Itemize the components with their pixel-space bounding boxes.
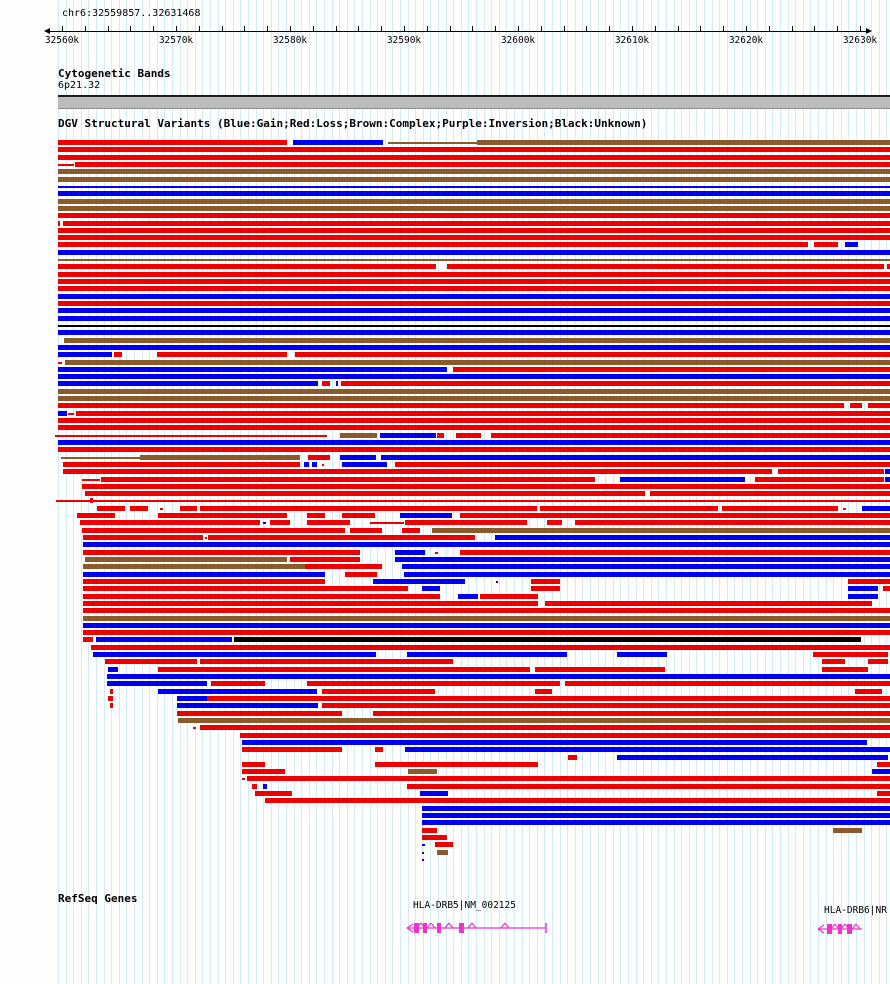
variant-bar[interactable] (308, 455, 330, 460)
variant-bar[interactable] (58, 362, 62, 364)
variant-bar[interactable] (822, 659, 845, 664)
variant-bar[interactable] (83, 572, 325, 577)
variant-bar[interactable] (58, 147, 890, 152)
gene-label: HLA-DRB5|NM_002125 (413, 900, 516, 911)
ruler-tick (541, 26, 542, 31)
variant-bar[interactable] (435, 552, 438, 554)
variant-bar[interactable] (63, 462, 300, 467)
variant-bar[interactable] (58, 316, 890, 321)
variant-bar[interactable] (130, 506, 148, 511)
ruler-tick (723, 26, 724, 31)
ruler-tick (792, 26, 793, 31)
variant-bar[interactable] (108, 667, 118, 672)
variant-bar[interactable] (848, 579, 890, 584)
ruler-tick (472, 26, 473, 31)
ruler-tick-label: 32610k (614, 35, 650, 46)
variant-bar[interactable] (252, 784, 257, 789)
variant-bar[interactable] (108, 696, 113, 701)
variant-bar[interactable] (83, 550, 360, 555)
ruler-right-arrow-icon (866, 28, 872, 34)
variant-bar[interactable] (58, 155, 890, 160)
variant-bar[interactable] (58, 425, 890, 430)
variant-bar[interactable] (58, 242, 808, 247)
ruler-tick (518, 26, 519, 31)
ruler-tick-label: 32580k (272, 35, 308, 46)
variant-bar[interactable] (61, 457, 140, 459)
variant-bar[interactable] (885, 477, 890, 482)
variant-bar[interactable] (58, 206, 890, 211)
variant-bar[interactable] (157, 352, 287, 357)
variant-bar[interactable] (58, 403, 844, 408)
variant-bar[interactable] (83, 630, 890, 635)
variant-bar[interactable] (110, 689, 113, 694)
ruler-tick (655, 26, 656, 31)
variant-bar[interactable] (535, 689, 552, 694)
variant-bar[interactable] (58, 164, 74, 166)
variant-bar[interactable] (158, 667, 530, 672)
variant-bar[interactable] (395, 462, 890, 467)
variant-bar[interactable] (58, 191, 890, 196)
variant-bar[interactable] (350, 528, 382, 533)
variant-bar[interactable] (107, 681, 207, 686)
variant-bar[interactable] (395, 557, 890, 562)
variant-bar[interactable] (58, 381, 318, 386)
variant-bar[interactable] (200, 725, 890, 730)
variant-bar[interactable] (242, 740, 867, 745)
variant-bar[interactable] (868, 403, 890, 408)
variant-bar[interactable] (305, 564, 382, 569)
variant-bar[interactable] (63, 469, 772, 474)
variant-bar[interactable] (850, 403, 862, 408)
variant-bar[interactable] (650, 491, 890, 496)
variant-bar[interactable] (312, 462, 317, 467)
variant-bar[interactable] (180, 506, 197, 511)
cytobands-track-title: Cytogenetic Bands (58, 67, 171, 80)
variant-bar[interactable] (722, 506, 838, 511)
variant-bar[interactable] (158, 689, 317, 694)
variant-bar[interactable] (322, 703, 890, 708)
variant-bar[interactable] (82, 484, 890, 489)
variant-bar[interactable] (56, 500, 890, 502)
variant-bar[interactable] (545, 601, 872, 606)
variant-bar[interactable] (833, 828, 862, 833)
dgv-track-title: DGV Structural Variants (Blue:Gain;Red:Loss;Brown:Complex;Purple:Inversion;Black:Unknown) (58, 117, 648, 130)
variant-bar[interactable] (63, 221, 890, 226)
ruler-tick (290, 26, 291, 31)
variant-bar[interactable] (480, 594, 538, 599)
variant-bar[interactable] (575, 520, 890, 525)
variant-bar[interactable] (822, 667, 868, 672)
variant-bar[interactable] (200, 659, 453, 664)
variant-bar[interactable] (247, 776, 890, 781)
gene-glyph[interactable] (818, 905, 887, 934)
variant-bar[interactable] (58, 235, 890, 240)
variant-bar[interactable] (336, 381, 338, 386)
variant-bar[interactable] (375, 747, 383, 752)
ruler-tick (267, 26, 268, 31)
variant-bar[interactable] (877, 791, 890, 796)
ruler-tick (814, 26, 815, 31)
variant-bar[interactable] (234, 637, 861, 642)
variant-bar[interactable] (370, 522, 404, 524)
variant-bar[interactable] (55, 435, 327, 437)
variant-bar[interactable] (114, 352, 122, 357)
variant-bar[interactable] (340, 433, 377, 438)
variant-bar[interactable] (207, 696, 890, 701)
refseq-track-title: RefSeq Genes (58, 892, 138, 905)
variant-bar[interactable] (491, 433, 890, 438)
variant-bar[interactable] (885, 469, 890, 474)
variant-bar[interactable] (437, 850, 448, 855)
variant-bar[interactable] (813, 652, 888, 657)
ruler-tick (381, 26, 382, 31)
variant-bar[interactable] (422, 586, 440, 591)
variant-bar[interactable] (404, 572, 890, 577)
variant-bar[interactable] (58, 411, 67, 416)
ruler-tick (586, 26, 587, 31)
variant-bar[interactable] (83, 586, 408, 591)
ruler-tick-label: 32600k (500, 35, 536, 46)
variant-bar[interactable] (405, 747, 890, 752)
variant-bar[interactable] (83, 608, 890, 613)
variant-bar[interactable] (85, 557, 287, 562)
variant-bar[interactable] (814, 242, 838, 247)
ruler-tick (130, 26, 131, 31)
ruler-tick (564, 26, 565, 31)
variant-bar[interactable] (293, 140, 383, 145)
variant-bar[interactable] (58, 221, 60, 226)
variant-bar[interactable] (531, 579, 560, 584)
variant-bar[interactable] (447, 264, 884, 269)
variant-bar[interactable] (307, 520, 350, 525)
ruler-baseline (50, 31, 866, 32)
variant-bar[interactable] (420, 791, 448, 796)
ruler-tick (313, 26, 314, 31)
variant-bar[interactable] (373, 579, 465, 584)
variant-bar[interactable] (200, 506, 537, 511)
variant-bar[interactable] (177, 703, 318, 708)
ruler-tick (495, 26, 496, 31)
variant-bar[interactable] (568, 755, 577, 760)
variant-bar[interactable] (58, 367, 447, 372)
ruler-tick (700, 26, 701, 31)
variant-bar[interactable] (381, 455, 890, 460)
region-coordinates-label: chr6:32559857..32631468 (62, 8, 201, 19)
variant-bar[interactable] (617, 755, 888, 760)
variant-bar[interactable] (58, 301, 890, 306)
variant-bar[interactable] (295, 352, 890, 357)
variant-bar[interactable] (845, 242, 858, 247)
variant-bar[interactable] (263, 522, 266, 524)
variant-bar[interactable] (83, 579, 325, 584)
variant-bar[interactable] (290, 557, 360, 562)
variant-bar[interactable] (848, 586, 878, 591)
ruler-tick (153, 26, 154, 31)
variant-bar[interactable] (83, 542, 890, 547)
variant-bar[interactable] (422, 859, 424, 861)
variant-bar[interactable] (208, 535, 475, 540)
variant-bar[interactable] (160, 508, 163, 510)
variant-bar[interactable] (193, 727, 196, 729)
ruler-tick (358, 26, 359, 31)
ruler-tick-label: 32570k (158, 35, 194, 46)
variant-bar[interactable] (58, 374, 890, 379)
variant-bar[interactable] (177, 696, 207, 701)
variant-bar[interactable] (868, 659, 888, 664)
variant-bar[interactable] (877, 762, 890, 767)
variant-bar[interactable] (58, 396, 890, 401)
variant-bar[interactable] (58, 272, 890, 277)
variant-bar[interactable] (101, 477, 595, 482)
variant-bar[interactable] (755, 477, 884, 482)
variant-bar[interactable] (405, 520, 527, 525)
variant-bar[interactable] (242, 762, 265, 767)
variant-bar[interactable] (58, 418, 890, 423)
variant-bar[interactable] (345, 572, 377, 577)
variant-bar[interactable] (460, 513, 890, 518)
variant-bar[interactable] (178, 718, 890, 723)
variant-bar[interactable] (58, 259, 890, 261)
variant-bar[interactable] (58, 140, 287, 145)
variant-bar[interactable] (58, 213, 890, 218)
variant-bar[interactable] (158, 513, 287, 518)
variant-bar[interactable] (453, 367, 890, 372)
variant-bar[interactable] (843, 508, 846, 510)
variant-bar[interactable] (110, 703, 113, 708)
variant-bar[interactable] (304, 462, 309, 467)
variant-bar[interactable] (375, 762, 538, 767)
variant-bar[interactable] (265, 798, 890, 803)
variant-bar[interactable] (58, 447, 890, 452)
ruler-tick (244, 26, 245, 31)
variant-bar[interactable] (211, 681, 265, 686)
ruler-tick (199, 26, 200, 31)
variant-bar[interactable] (58, 228, 890, 233)
variant-bar[interactable] (58, 352, 112, 357)
ruler-left-arrow-icon (44, 28, 50, 34)
variant-bar[interactable] (422, 828, 437, 833)
variant-bar[interactable] (322, 689, 435, 694)
ruler-tick (746, 26, 747, 31)
ruler-tick-label: 32630k (842, 35, 878, 46)
variant-bar[interactable] (407, 784, 890, 789)
ruler-tick (427, 26, 428, 31)
variant-bar[interactable] (388, 142, 477, 144)
ruler-tick (609, 26, 610, 31)
ruler-tick (860, 26, 861, 31)
ruler-tick-label: 32590k (386, 35, 422, 46)
variant-bar[interactable] (240, 733, 890, 738)
variant-bar[interactable] (58, 264, 436, 269)
variant-bar[interactable] (58, 199, 890, 204)
ruler-tick (62, 26, 63, 31)
variant-bar[interactable] (422, 813, 890, 818)
variant-bar[interactable] (83, 616, 890, 621)
variant-bar[interactable] (82, 528, 345, 533)
variant-bar[interactable] (496, 581, 498, 583)
variant-bar[interactable] (540, 506, 718, 511)
ruler-tick (176, 26, 177, 31)
ruler-tick (336, 26, 337, 31)
variant-bar[interactable] (75, 162, 890, 167)
variant-bar[interactable] (242, 769, 285, 774)
variant-bar[interactable] (565, 681, 890, 686)
ruler-tick (450, 26, 451, 31)
variant-bar[interactable] (96, 637, 232, 642)
cytoband-bar[interactable] (58, 95, 890, 109)
variant-bar[interactable] (862, 506, 890, 511)
variant-bar[interactable] (58, 345, 890, 350)
variant-bar[interactable] (58, 186, 890, 188)
ruler-tick (404, 26, 405, 31)
variant-bar[interactable] (535, 667, 665, 672)
ruler-tick-label: 32620k (728, 35, 764, 46)
variant-bar[interactable] (83, 564, 305, 569)
variant-bar[interactable] (177, 711, 342, 716)
variant-bar[interactable] (58, 177, 890, 182)
ruler-tick (85, 26, 86, 31)
ruler-tick (108, 26, 109, 31)
variant-bar[interactable] (855, 689, 882, 694)
variant-bar[interactable] (58, 308, 890, 313)
variant-bar[interactable] (90, 498, 93, 503)
ruler-tick (678, 26, 679, 31)
variant-bar[interactable] (402, 528, 420, 533)
variant-bar[interactable] (93, 652, 376, 657)
variant-bar[interactable] (848, 594, 878, 599)
variant-bar[interactable] (458, 594, 478, 599)
variant-bar[interactable] (83, 623, 890, 628)
variant-bar[interactable] (76, 411, 890, 416)
variant-bar[interactable] (422, 820, 890, 825)
variant-bar[interactable] (97, 506, 125, 511)
variant-bar[interactable] (380, 433, 436, 438)
variant-bar[interactable] (242, 747, 342, 752)
variant-bar[interactable] (778, 469, 884, 474)
variant-bar[interactable] (422, 806, 890, 811)
variant-bar[interactable] (620, 477, 745, 482)
ruler-tick (222, 26, 223, 31)
variant-bar[interactable] (205, 537, 207, 539)
variant-bar[interactable] (58, 330, 890, 335)
variant-bar[interactable] (107, 674, 890, 679)
variant-bar[interactable] (58, 294, 890, 299)
variant-bar[interactable] (883, 586, 890, 591)
variant-bar[interactable] (322, 464, 324, 466)
ruler-tick (632, 26, 633, 31)
variant-bar[interactable] (58, 440, 890, 445)
variant-bar[interactable] (460, 550, 890, 555)
variant-bar[interactable] (80, 520, 260, 525)
variant-bar[interactable] (422, 852, 424, 854)
variant-bar[interactable] (58, 169, 890, 174)
variant-bar[interactable] (373, 711, 890, 716)
variant-bar[interactable] (531, 586, 560, 591)
variant-bar[interactable] (91, 645, 890, 650)
variant-bar[interactable] (477, 140, 890, 145)
gene-label: HLA-DRB6|NR (824, 905, 887, 916)
variant-bar[interactable] (408, 769, 437, 774)
variant-bar[interactable] (872, 769, 890, 774)
variant-bar[interactable] (307, 681, 560, 686)
ruler-tick (837, 26, 838, 31)
variant-bar[interactable] (322, 381, 330, 386)
variant-bar[interactable] (58, 389, 890, 394)
variant-bar[interactable] (340, 455, 376, 460)
variant-bar[interactable] (270, 520, 290, 525)
variant-bar[interactable] (83, 535, 203, 540)
cytoband-label: 6p21.32 (58, 80, 101, 91)
variant-bar[interactable] (77, 513, 115, 518)
variant-bar[interactable] (435, 842, 453, 847)
variant-bar[interactable] (58, 250, 890, 255)
variant-bar[interactable] (58, 325, 890, 327)
variant-bar[interactable] (402, 564, 890, 569)
variant-bar[interactable] (422, 844, 425, 846)
variant-bar[interactable] (342, 462, 387, 467)
variant-bar[interactable] (58, 279, 890, 284)
variant-bar[interactable] (341, 381, 890, 386)
variant-bar[interactable] (83, 601, 538, 606)
variant-bar[interactable] (65, 360, 890, 365)
exon-box (827, 924, 832, 934)
ruler-tick (769, 26, 770, 31)
variant-bar[interactable] (85, 491, 645, 496)
variant-bar[interactable] (83, 594, 440, 599)
variant-bar[interactable] (456, 433, 481, 438)
variant-bar[interactable] (105, 659, 197, 664)
variant-bar[interactable] (400, 513, 452, 518)
variant-bar[interactable] (307, 513, 325, 518)
variant-bar[interactable] (342, 513, 375, 518)
variant-bar[interactable] (83, 637, 93, 642)
variant-bar[interactable] (617, 652, 667, 657)
variant-bar[interactable] (82, 479, 100, 481)
variant-bar[interactable] (242, 778, 245, 780)
ruler-tick-label: 32560k (44, 35, 80, 46)
variant-bar[interactable] (407, 652, 567, 657)
variant-bar[interactable] (68, 413, 74, 415)
variant-bar[interactable] (422, 835, 447, 840)
variant-bar[interactable] (64, 338, 890, 343)
variant-bar[interactable] (395, 550, 425, 555)
variant-bar[interactable] (495, 535, 890, 540)
variant-bar[interactable] (58, 286, 890, 291)
variant-bar[interactable] (547, 520, 562, 525)
variant-bar[interactable] (437, 433, 444, 438)
variant-bar[interactable] (255, 791, 292, 796)
variant-bar[interactable] (432, 528, 890, 533)
variant-bar[interactable] (140, 455, 300, 460)
variant-bar[interactable] (263, 784, 267, 789)
